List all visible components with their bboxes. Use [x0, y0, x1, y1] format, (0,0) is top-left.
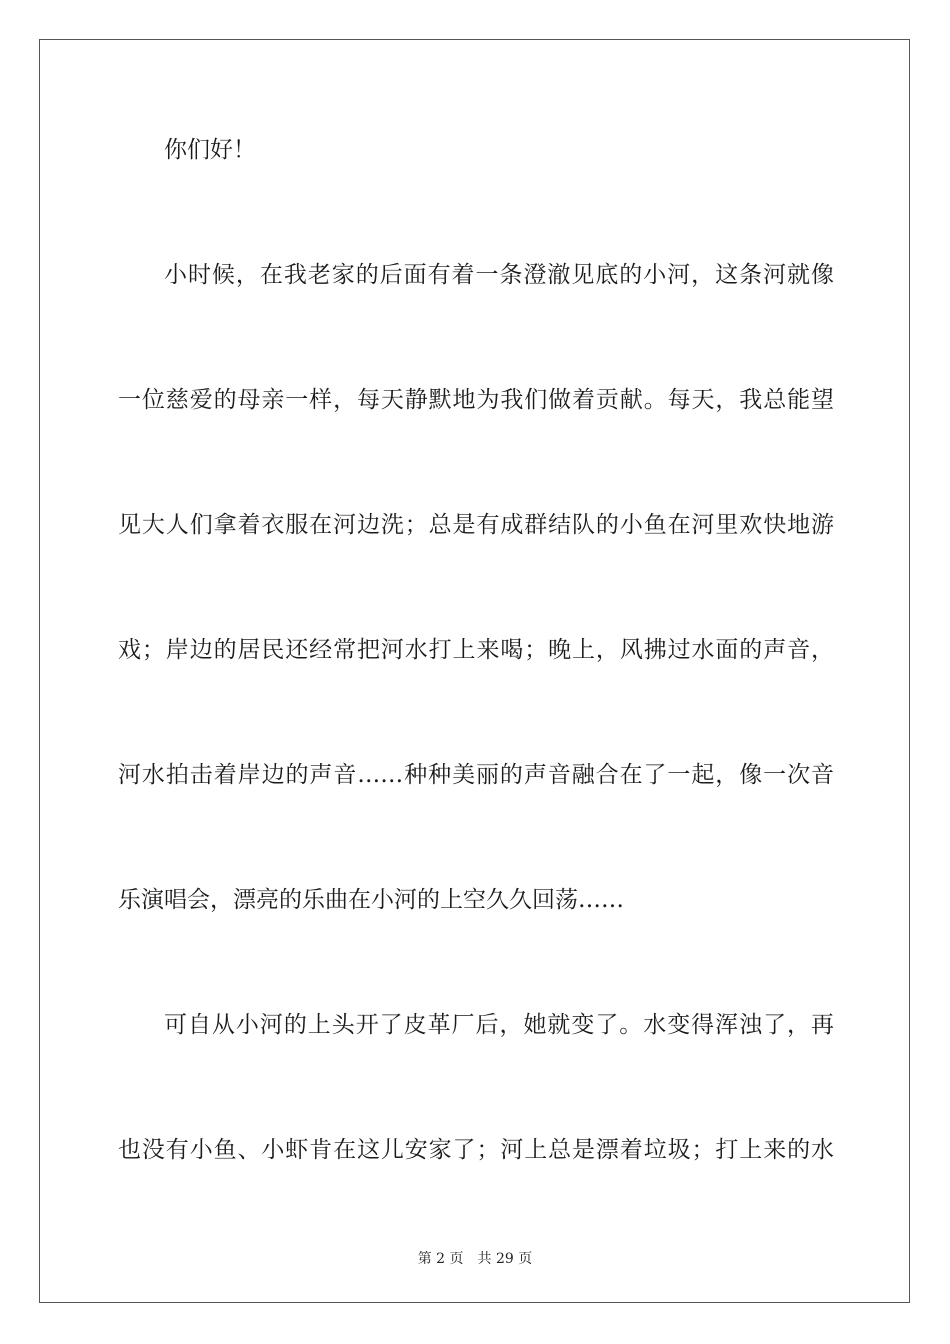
paragraph-1-line-2: 一位慈爱的母亲一样，每天静默地为我们做着贡献。每天，我总能望: [118, 387, 834, 413]
paragraph-1-line-5: 河水拍击着岸边的声音……种种美丽的声音融合在了一起，像一次音: [118, 762, 834, 788]
paragraph-1-line-1: 小时候，在我老家的后面有着一条澄澈见底的小河，这条河就像: [164, 262, 834, 288]
page-footer: [0, 1248, 950, 1268]
page-total: 共 29 页: [477, 1251, 533, 1267]
paragraph-1-line-3: 见大人们拿着衣服在河边洗；总是有成群结队的小鱼在河里欢快地游: [118, 512, 834, 538]
page-border: [39, 39, 910, 1303]
paragraph-2-line-2: 也没有小鱼、小虾肯在这儿安家了；河上总是漂着垃圾；打上来的水: [118, 1137, 834, 1163]
page-number: 第 2 页: [417, 1251, 464, 1267]
paragraph-1-line-6: 乐演唱会，漂亮的乐曲在小河的上空久久回荡……: [118, 887, 624, 913]
paragraph-1-line-4: 戏；岸边的居民还经常把河水打上来喝；晚上，风拂过水面的声音，: [118, 637, 834, 663]
paragraph-2-line-1: 可自从小河的上头开了皮革厂后，她就变了。水变得浑浊了，再: [164, 1012, 834, 1038]
greeting-line: 你们好！: [164, 137, 256, 163]
